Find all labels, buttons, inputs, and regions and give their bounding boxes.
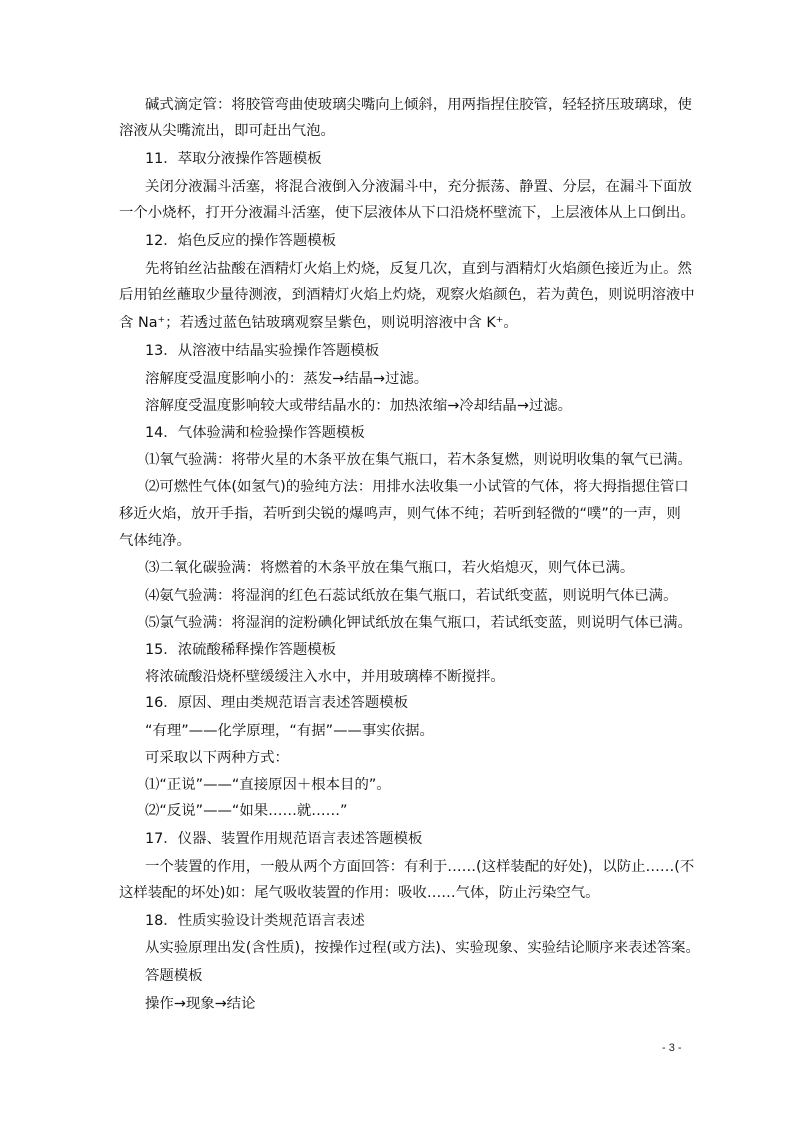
text-line: 溶解度受温度影响小的：蒸发→结晶→过滤。 bbox=[145, 371, 429, 387]
text-line: 溶解度受温度影响较大或带结晶水的：加热浓缩→冷却结晶→过滤。 bbox=[145, 398, 573, 414]
text-line: 操作→现象→结论 bbox=[145, 996, 256, 1012]
text-line: 后用铂丝蘸取少量待测液，到酒精灯火焰上灼烧，观察火焰颜色，若为黄色，则说明溶液中 bbox=[119, 287, 695, 303]
section-heading: 15．浓硫酸稀释操作答题模板 bbox=[145, 642, 336, 658]
text-line: ⑷氨气验满：将湿润的红色石蕊试纸放在集气瓶口，若试纸变蓝，则说明气体已满。 bbox=[145, 588, 678, 604]
text-line: 溶液从尖嘴流出，即可赶出气泡。 bbox=[119, 123, 335, 139]
page-number: - 3 - bbox=[662, 1042, 682, 1054]
section-heading: 17．仪器、装置作用规范语言表述答题模板 bbox=[145, 831, 423, 847]
text-line: 从实验原理出发(含性质)，按操作过程(或方法)、实验现象、实验结论顺序来表述答案。 bbox=[145, 940, 700, 956]
section-heading: 11．萃取分液操作答题模板 bbox=[145, 151, 322, 167]
text-line: ⑴“正说”——“直接原因＋根本目的”。 bbox=[145, 777, 391, 793]
text-line: 这样装配的坏处)如：尾气吸收装置的作用：吸收……气体，防止污染空气。 bbox=[119, 885, 600, 901]
text-line: 关闭分液漏斗活塞，将混合液倒入分液漏斗中，充分振荡、静置、分层，在漏斗下面放 bbox=[145, 179, 692, 195]
text-line: 一个装置的作用，一般从两个方面回答：有利于……(这样装配的好处)，以防止……(不 bbox=[145, 859, 695, 875]
text-line: ⑴氧气验满：将带火星的木条平放在集气瓶口，若木条复燃，则说明收集的氧气已满。 bbox=[145, 452, 692, 468]
text-line: 碱式滴定管：将胶管弯曲使玻璃尖嘴向上倾斜，用两指捏住胶管，轻轻挤压玻璃球，使 bbox=[145, 97, 692, 113]
text-line: ⑸氯气验满：将湿润的淀粉碘化钾试纸放在集气瓶口，若试纸变蓝，则说明气体已满。 bbox=[145, 615, 692, 631]
text-line: 答题模板 bbox=[145, 968, 203, 984]
text-line: 移近火焰，放开手指，若听到尖锐的爆鸣声，则气体不纯；若听到轻微的“噗”的一声，则 bbox=[119, 506, 681, 522]
section-heading: 18．性质实验设计类规范语言表述 bbox=[145, 913, 365, 929]
section-heading: 13．从溶液中结晶实验操作答题模板 bbox=[145, 343, 380, 359]
text-line: 先将铂丝沾盐酸在酒精灯火焰上灼烧，反复几次，直到与酒精灯火焰颜色接近为止。然 bbox=[145, 261, 692, 277]
text-line: 一个小烧杯，打开分液漏斗活塞，使下层液体从下口沿烧杯壁流下，上层液体从上口倒出。 bbox=[119, 205, 695, 221]
section-heading: 16．原因、理由类规范语言表述答题模板 bbox=[145, 695, 408, 711]
text-line: 气体纯净。 bbox=[119, 533, 191, 549]
text-line: 含 Na⁺；若透过蓝色钴玻璃观察呈紫色，则说明溶液中含 K⁺。 bbox=[119, 315, 518, 331]
section-heading: 14．气体验满和检验操作答题模板 bbox=[145, 425, 365, 441]
text-line: 可采取以下两种方式： bbox=[145, 750, 289, 766]
text-line: ⑵“反说”——“如果……就……” bbox=[145, 803, 348, 819]
section-heading: 12．焰色反应的操作答题模板 bbox=[145, 233, 336, 249]
text-line: ⑵可燃性气体(如氢气)的验纯方法：用排水法收集一小试管的气体，将大拇指摁住管口 bbox=[145, 479, 689, 495]
text-line: ⑶二氧化碳验满：将燃着的木条平放在集气瓶口，若火焰熄灭，则气体已满。 bbox=[145, 560, 635, 576]
text-line: “有理”——化学原理，“有据”——事实依据。 bbox=[145, 723, 434, 739]
text-line: 将浓硫酸沿烧杯壁缓缓注入水中，并用玻璃棒不断搅拌。 bbox=[145, 669, 505, 685]
